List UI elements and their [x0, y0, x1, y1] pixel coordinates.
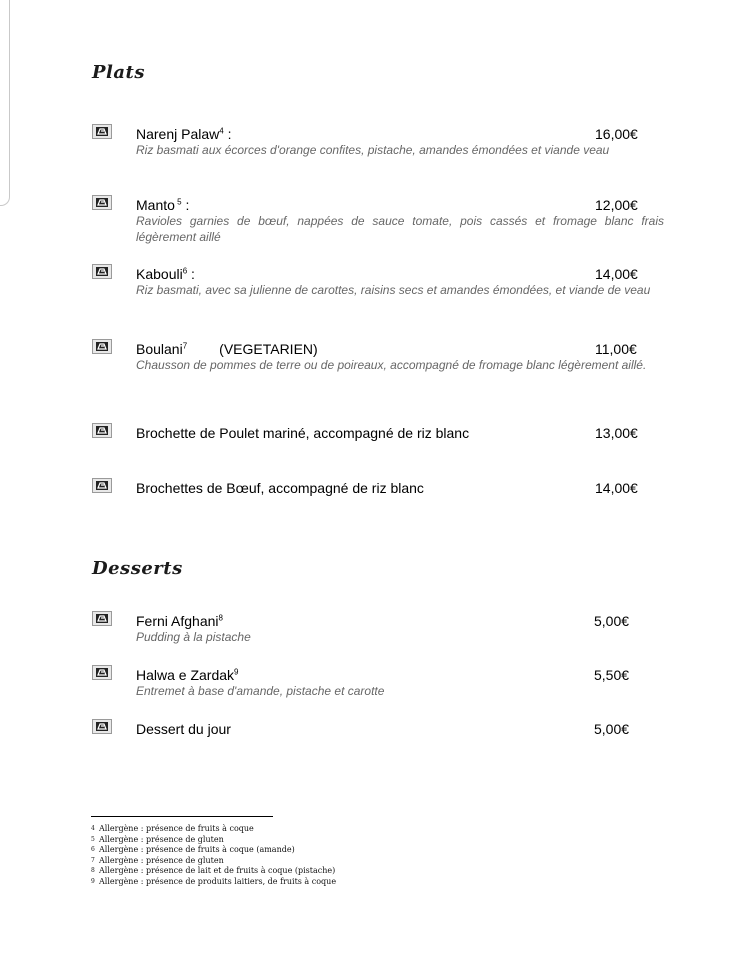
item-description: Riz basmati aux écorces d'orange confites, pistache, amandes émondées et viande veau: [136, 143, 610, 157]
footnote: 6 Allergène : présence de fruits à coque (amande): [91, 845, 295, 854]
section-title-plats: Plats: [92, 62, 145, 83]
footnote: 7 Allergène : présence de gluten: [91, 855, 224, 865]
item-description: Chausson de pommes de terre ou de poireaux, accompagné de fromage blanc légèrement aillé.: [136, 358, 647, 372]
item-name: Brochette de Poulet mariné, accompagné de riz blanc: [136, 425, 470, 441]
footnote: 8 Allergène : présence de lait et de fruits à coque (pistache): [91, 866, 336, 875]
footnote: 5 Allergène : présence de gluten: [91, 834, 224, 844]
footnote: 4 Allergène : présence de fruits à coque: [91, 824, 254, 833]
cooking-pot-icon: [92, 665, 112, 680]
cooking-pot-icon: [92, 195, 112, 210]
item-name: Manto $^5$ :: [136, 197, 190, 213]
item-name: Ferni Afghani$^8$: [136, 613, 223, 629]
item-price: 13,00€: [595, 425, 638, 441]
item-description: Entremet à base d'amande, pistache et carotte: [136, 684, 385, 698]
cooking-pot-icon: [92, 719, 112, 734]
item-name: Narenj Palaw$^4$ :: [136, 126, 232, 142]
cooking-pot-icon: [92, 339, 112, 354]
section-title-desserts: Desserts: [92, 558, 183, 579]
item-name: Brochettes de Bœuf, accompagné de riz blanc: [136, 480, 424, 496]
item-price: 16,00€: [595, 126, 638, 142]
item-description: Pudding à la pistache: [136, 630, 251, 644]
cooking-pot-icon: [92, 611, 112, 626]
item-price: 12,00€: [595, 197, 638, 213]
item-price: 14,00€: [595, 480, 638, 496]
item-name: Boulani$^7$ (VEGETARIEN): [136, 341, 318, 357]
cooking-pot-icon: [92, 478, 112, 493]
page-edge: [0, 0, 10, 206]
vegetarian-tag: (VEGETARIEN): [219, 341, 318, 357]
item-description: Riz basmati, avec sa julienne de carottes, raisins secs et amandes émondées, et viande de veau: [136, 283, 651, 297]
item-price: 11,00€: [595, 341, 637, 357]
cooking-pot-icon: [92, 124, 112, 139]
footnote-divider: [91, 816, 273, 817]
item-price: 5,00€: [594, 613, 630, 629]
footnotes: [91, 824, 336, 887]
item-price: 14,00€: [595, 266, 638, 282]
item-price: 5,50€: [594, 667, 630, 683]
item-name: Kabouli$^6$ :: [136, 266, 195, 282]
item-name: Dessert du jour: [136, 721, 231, 737]
cooking-pot-icon: [92, 423, 112, 438]
item-name: Halwa e Zardak$^9$: [136, 667, 239, 683]
cooking-pot-icon: [92, 264, 112, 279]
footnote: 9 Allergène : présence de produits laitiers, de fruits à coque: [91, 876, 337, 886]
item-price: 5,00€: [594, 721, 630, 737]
item-description: Ravioles garnies de bœuf, nappées de sauce tomate, pois cassés et fromage blanc frais légèrement aillé: [136, 214, 664, 244]
